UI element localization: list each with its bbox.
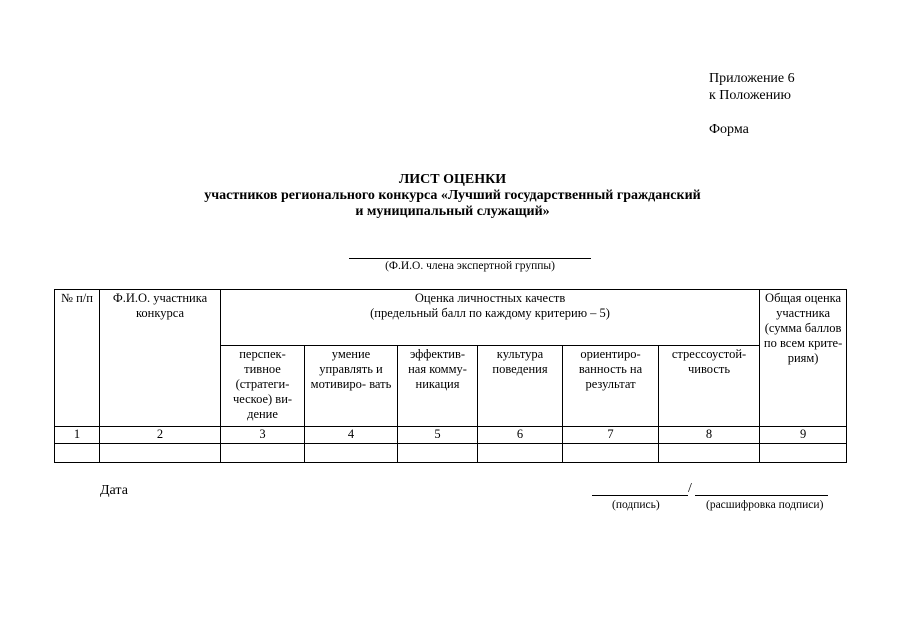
empty-cell[interactable]: [221, 444, 305, 463]
expert-name-line[interactable]: [349, 258, 591, 259]
empty-cell[interactable]: [100, 444, 221, 463]
header-criterion-management: умение управлять и мотивиро- вать: [305, 346, 398, 427]
title-main: ЛИСТ ОЦЕНКИ: [398, 172, 507, 187]
column-number: 2: [100, 427, 221, 444]
column-number: 1: [55, 427, 100, 444]
evaluation-table: [54, 289, 847, 463]
column-number: 9: [760, 427, 847, 444]
empty-cell[interactable]: [563, 444, 659, 463]
header-total-score: Общая оценка участника (сумма баллов по всем крите- риям): [760, 290, 847, 427]
header-participant-name: Ф.И.О. участника конкурса: [100, 290, 221, 427]
column-number: 5: [398, 427, 478, 444]
column-number: 3: [221, 427, 305, 444]
header-criterion-strategic-vision: перспек- тивное (стратеги- ческое) ви- дение: [221, 346, 305, 427]
header-group-note: (предельный балл по каждому критерию – 5): [370, 306, 610, 320]
header-criterion-communication: эффектив- ная комму- никация: [398, 346, 478, 427]
expert-name-caption: (Ф.И.О. члена экспертной группы): [385, 260, 555, 272]
empty-cell[interactable]: [760, 444, 847, 463]
signature-line[interactable]: [592, 495, 688, 496]
form-label: Форма: [709, 122, 749, 137]
column-numbers-row: [55, 427, 847, 444]
appendix-reference: [709, 70, 795, 104]
signature-decoding-line[interactable]: [695, 495, 828, 496]
table-row: [55, 444, 847, 463]
appendix-line-2: к Положению: [709, 88, 792, 103]
empty-cell[interactable]: [398, 444, 478, 463]
appendix-line-1: Приложение 6: [709, 71, 795, 86]
signature-separator: /: [688, 481, 692, 496]
column-number: 4: [305, 427, 398, 444]
signature-caption: (подпись): [612, 499, 660, 511]
date-label: Дата: [100, 483, 128, 498]
header-group-title: Оценка личностных качеств: [414, 291, 566, 305]
column-number: 7: [563, 427, 659, 444]
column-number: 8: [659, 427, 760, 444]
header-no: № п/п: [55, 290, 100, 427]
header-criterion-stress: стрессоустой- чивость: [659, 346, 760, 427]
empty-cell[interactable]: [478, 444, 563, 463]
header-personal-qualities: [221, 290, 760, 346]
header-criterion-results: ориентиро- ванность на результат: [563, 346, 659, 427]
header-criterion-behavior: культура поведения: [478, 346, 563, 427]
title-subtitle-2: и муниципальный служащий»: [355, 204, 550, 219]
signature-decoding-caption: (расшифровка подписи): [706, 499, 824, 511]
document-title: [0, 172, 905, 220]
title-subtitle-1: участников регионального конкурса «Лучший государственный гражданский: [204, 188, 701, 203]
empty-cell[interactable]: [659, 444, 760, 463]
empty-cell[interactable]: [305, 444, 398, 463]
column-number: 6: [478, 427, 563, 444]
empty-cell[interactable]: [55, 444, 100, 463]
